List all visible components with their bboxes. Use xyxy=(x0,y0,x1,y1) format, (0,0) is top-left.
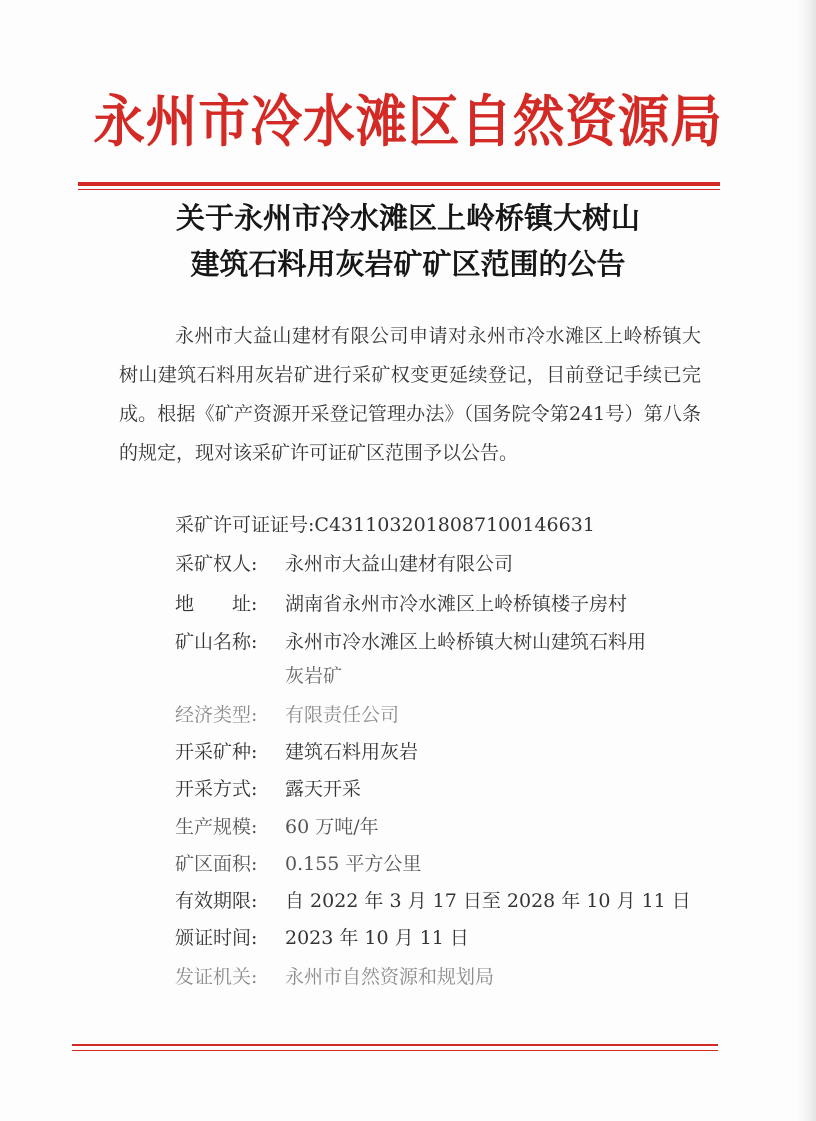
field-value: 60 万吨/年 xyxy=(285,816,379,838)
field-label: 发证机关: xyxy=(175,966,258,988)
field-value: 0.155 平方公里 xyxy=(285,853,422,875)
field-label: 采矿权人: xyxy=(175,553,258,575)
field-label: 矿区面积: xyxy=(175,853,258,875)
field-value: 自 2022 年 3 月 17 日至 2028 年 10 月 11 日 xyxy=(285,890,691,912)
field-label: 采矿许可证证号: xyxy=(175,514,315,536)
footer-rule xyxy=(72,1044,718,1046)
field-value: C4311032018087100146631 xyxy=(314,514,595,536)
field-issuer xyxy=(175,962,494,989)
field-label: 地 址: xyxy=(175,593,258,615)
letterhead-rule xyxy=(78,182,720,186)
field-label: 经济类型: xyxy=(175,704,258,726)
announcement-body: 永州市大益山建材有限公司申请对永州市冷水滩区上岭桥镇大树山建筑石料用灰岩矿进行采矿权变更延续登记，目前登记手续已完成。根据《矿产资源开采登记管理办法》（国务院令第241号）第八条的规定，现对该采矿许可证矿区范围予以公告。 xyxy=(119,325,701,464)
field-mineral xyxy=(175,737,418,764)
field-issue-date xyxy=(175,923,469,950)
field-value: 有限责任公司 xyxy=(285,704,400,726)
field-value: 永州市自然资源和规划局 xyxy=(285,966,495,988)
field-label: 颁证时间: xyxy=(175,927,258,949)
field-scale xyxy=(175,812,379,839)
field-value: 湖南省永州市冷水滩区上岭桥镇楼子房村 xyxy=(285,593,628,615)
field-value-line-1: 永州市冷水滩区上岭桥镇大树山建筑石料用 xyxy=(285,631,647,653)
field-value: 2023 年 10 月 11 日 xyxy=(285,927,469,949)
document-title-line-1: 关于永州市冷水滩区上岭桥镇大树山 xyxy=(175,201,640,235)
letterhead: 永州市冷水滩区自然资源局 xyxy=(93,89,723,155)
field-holder xyxy=(175,549,513,576)
field-label: 开采矿种: xyxy=(175,741,258,763)
field-economic-type xyxy=(175,700,399,727)
document-title-line-2: 建筑石料用灰岩矿矿区范围的公告 xyxy=(190,247,626,281)
field-validity xyxy=(175,886,691,913)
field-mine-name xyxy=(175,627,646,654)
field-value: 永州市大益山建材有限公司 xyxy=(285,553,514,575)
footer-rule-thin xyxy=(72,1050,718,1051)
field-label: 有效期限: xyxy=(175,890,258,912)
field-value: 建筑石料用灰岩 xyxy=(285,741,419,763)
scan-shadow xyxy=(796,0,816,1121)
field-method xyxy=(175,774,361,801)
field-area xyxy=(175,849,421,876)
letterhead-rule-thin xyxy=(78,189,720,190)
field-label: 开采方式: xyxy=(175,778,258,800)
field-address xyxy=(175,589,627,616)
field-label: 生产规模: xyxy=(175,816,258,838)
field-label: 矿山名称: xyxy=(175,631,258,653)
field-license-no xyxy=(175,510,595,537)
field-value: 露天开采 xyxy=(285,778,362,800)
field-value-line-2: 灰岩矿 xyxy=(285,665,343,687)
